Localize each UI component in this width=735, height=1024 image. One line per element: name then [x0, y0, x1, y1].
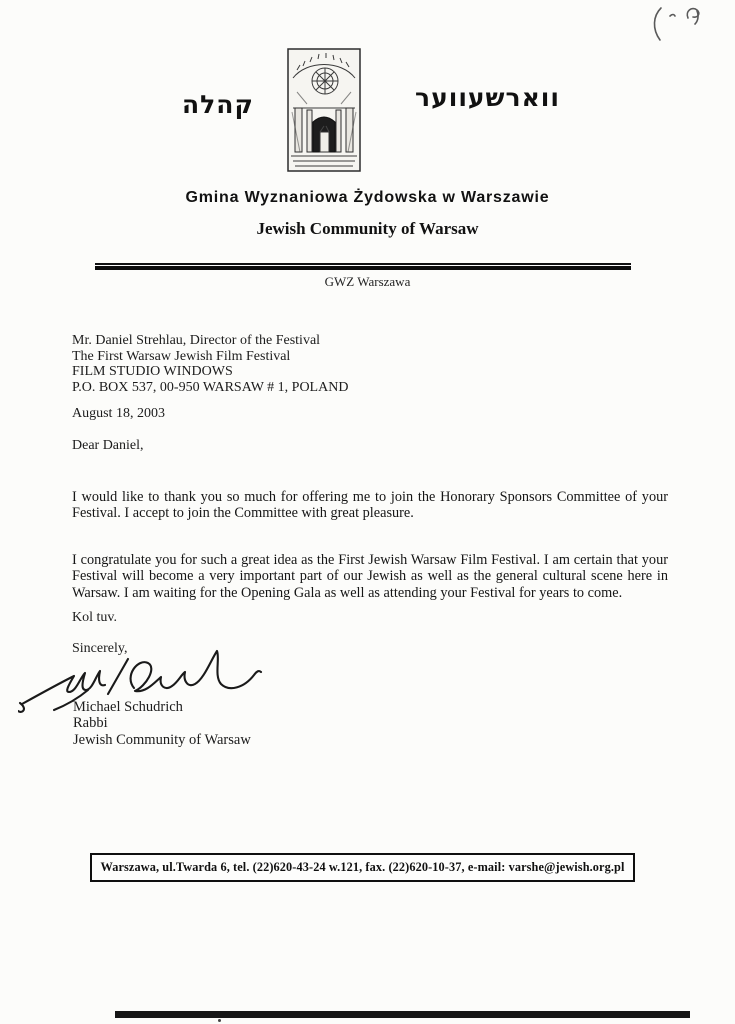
recipient-line: P.O. BOX 537, 00-950 WARSAW # 1, POLAND [72, 379, 349, 395]
footer-contact-box [90, 853, 635, 882]
synagogue-etching-logo [287, 48, 361, 172]
recipient-line: The First Warsaw Jewish Film Festival [72, 348, 291, 364]
scan-speck [218, 1019, 221, 1022]
handwritten-hebrew-bh-note-icon [646, 3, 706, 45]
recipient-address-block [72, 333, 348, 395]
scan-edge-artifact [115, 1011, 690, 1018]
signer-name: Michael Schudrich [73, 699, 183, 715]
salutation: Dear Daniel, [72, 438, 144, 453]
recipient-line: Mr. Daniel Strehlau, Director of the Festival [72, 333, 321, 348]
hebrew-word-varshever: ווארשעווער [415, 83, 560, 112]
hebrew-word-kehila: קהלה [182, 90, 254, 119]
recipient-line: FILM STUDIO WINDOWS [72, 364, 233, 380]
closing-blessing: Kol tuv. [72, 610, 117, 625]
body-paragraph-1: I would like to thank you so much for offering me to join the Honorary Sponsors Committee of your Festival. I accept to join the Committee with great pleasure. [72, 489, 668, 522]
divider-caption: GWZ Warszawa [324, 274, 411, 289]
signer-title: Rabbi [73, 715, 108, 732]
closing-word: Sincerely, [72, 641, 128, 656]
signer-organization: Jewish Community of Warsaw [73, 731, 251, 748]
header-divider-rule [95, 263, 631, 270]
org-name-polish: Gmina Wyznaniowa Żydowska w Warszawie [185, 189, 550, 206]
body-paragraph-2: I congratulate you for such a great idea as the First Jewish Warsaw Film Festival. I am certain that your Festival will become a very important part of our Jewish as well as the general cultural scene here in Warsaw. I am waiting for the Opening Gala as well as attending your Festival for years to come. [72, 552, 668, 601]
date-line: August 18, 2003 [72, 406, 165, 421]
org-name-english: Jewish Community of Warsaw [256, 219, 479, 238]
signature-block [73, 699, 251, 748]
footer-contact-line: Warszawa, ul.Twarda 6, tel. (22)620-43-24 w.121, fax. (22)620-10-37, e-mail: varshe@jewish.org.pl [100, 860, 625, 874]
